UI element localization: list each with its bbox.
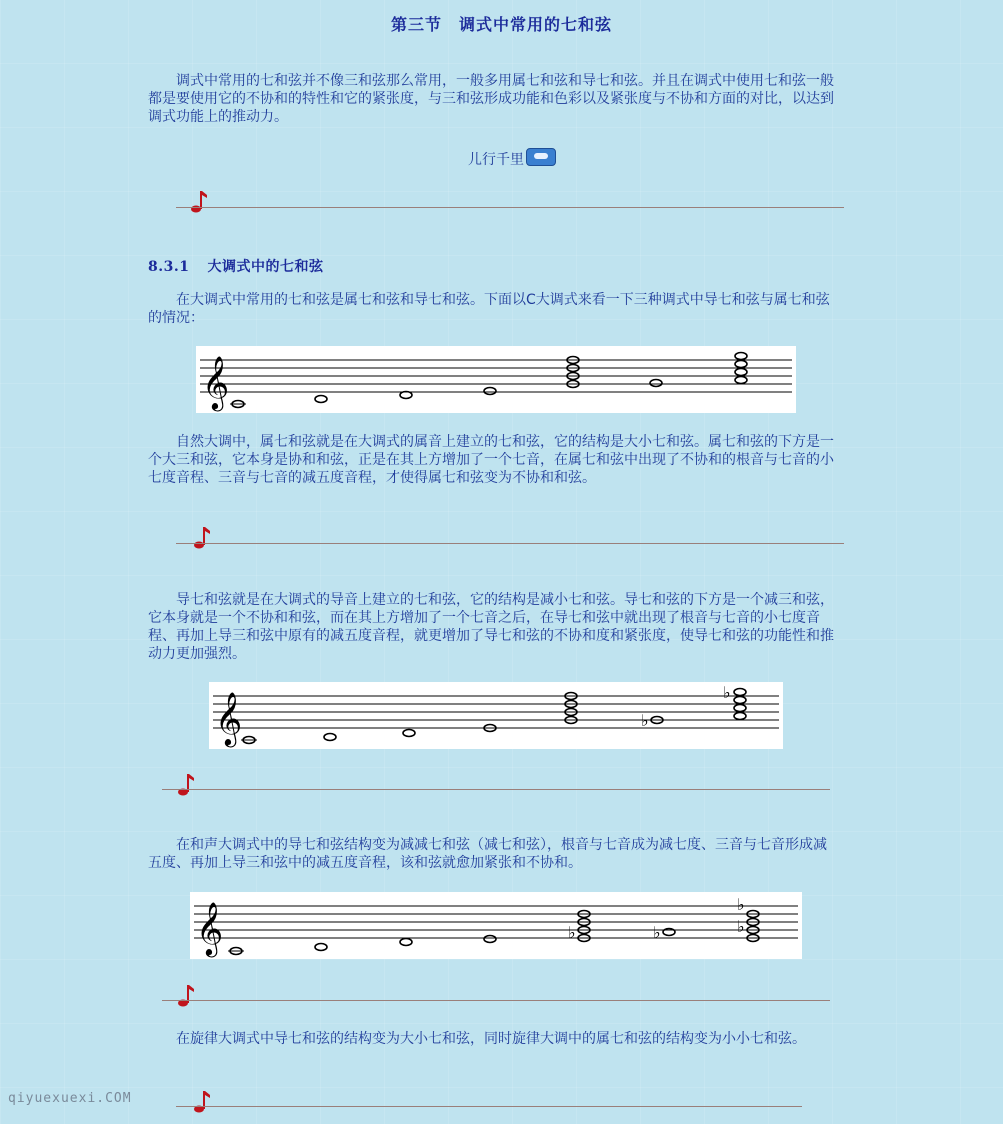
divider	[176, 207, 844, 208]
staff-image-1	[196, 346, 796, 413]
paragraph-3: 导七和弦就是在大调式的导音上建立的七和弦，它的结构是减小七和弦。导七和弦的下方是一个减三和弦，它本身就是一个不协和和弦，而在其上方增加了一个七音之后，在导七和弦中就出现了根音与七音的小七度音程、再加上导三和弦中原有的减五度音程，就更增加了导七和弦的不协和度和紧张度，使导七和弦的功能性和推动力更加强烈。	[148, 592, 834, 662]
divider	[162, 789, 830, 790]
staff-image-2	[209, 682, 783, 749]
svg-text:♭: ♭	[641, 711, 649, 730]
svg-text:♭: ♭	[737, 917, 745, 936]
music-note-icon	[193, 524, 211, 550]
paragraph-4: 在和声大调式中的导七和弦结构变为减减七和弦（减七和弦），根音与七音成为减七度、三音与七音形成减五度、再加上导三和弦中的减五度音程，该和弦就愈加紧张和不协和。	[148, 837, 827, 871]
music-note-icon	[177, 771, 195, 797]
paragraph-2: 自然大调中，属七和弦就是在大调式的属音上建立的七和弦，它的结构是大小七和弦。属七和弦的下方是一个大三和弦，它本身是协和和弦，正是在其上方增加了一个七音，在属七和弦中出现了不协和的根音与七音的小七度音程、三音与七音的减五度音程，才使得属七和弦变为不协和和弦。	[148, 434, 834, 486]
watermark: qiyuexuexi.COM	[8, 1091, 132, 1106]
song-link-text[interactable]: 儿行千里	[468, 152, 524, 168]
section-title: 第三节 调式中常用的七和弦	[390, 15, 612, 34]
subheading-number: 8.3.1	[148, 259, 190, 275]
subheading	[148, 256, 323, 276]
music-note-icon	[193, 1088, 211, 1114]
svg-text:𝄞: 𝄞	[202, 355, 230, 409]
play-icon[interactable]	[526, 148, 556, 166]
svg-text:♭: ♭	[723, 683, 731, 702]
intro-paragraph: 调式中常用的七和弦并不像三和弦那么常用，一般多用属七和弦和导七和弦。并且在调式中使用七和弦一般都是要使用它的不协和的特性和它的紧张度，与三和弦形成功能和色彩以及紧张度与不协和方面的对比，以达到调式功能上的推动力。	[148, 73, 834, 125]
divider	[176, 543, 844, 544]
paragraph-5: 在旋律大调式中导七和弦的结构变为大小七和弦，同时旋律大调中的属七和弦的结构变为小小七和弦。	[176, 1031, 806, 1047]
subheading-text: 大调式中的七和弦	[207, 259, 324, 275]
svg-text:♭: ♭	[653, 923, 661, 942]
staff-image-3	[190, 892, 802, 959]
divider	[176, 1106, 802, 1107]
paragraph-1: 在大调式中常用的七和弦是属七和弦和导七和弦。下面以C大调式来看一下三种调式中导七和弦与属七和弦的情况：	[148, 292, 830, 326]
svg-text:𝄞: 𝄞	[215, 691, 243, 745]
divider	[162, 1000, 830, 1001]
music-note-icon	[190, 188, 208, 214]
svg-text:♭: ♭	[568, 923, 576, 942]
svg-text:♭: ♭	[737, 895, 745, 914]
song-link[interactable]	[468, 148, 556, 169]
svg-text:𝄞: 𝄞	[196, 901, 224, 955]
music-note-icon	[177, 982, 195, 1008]
